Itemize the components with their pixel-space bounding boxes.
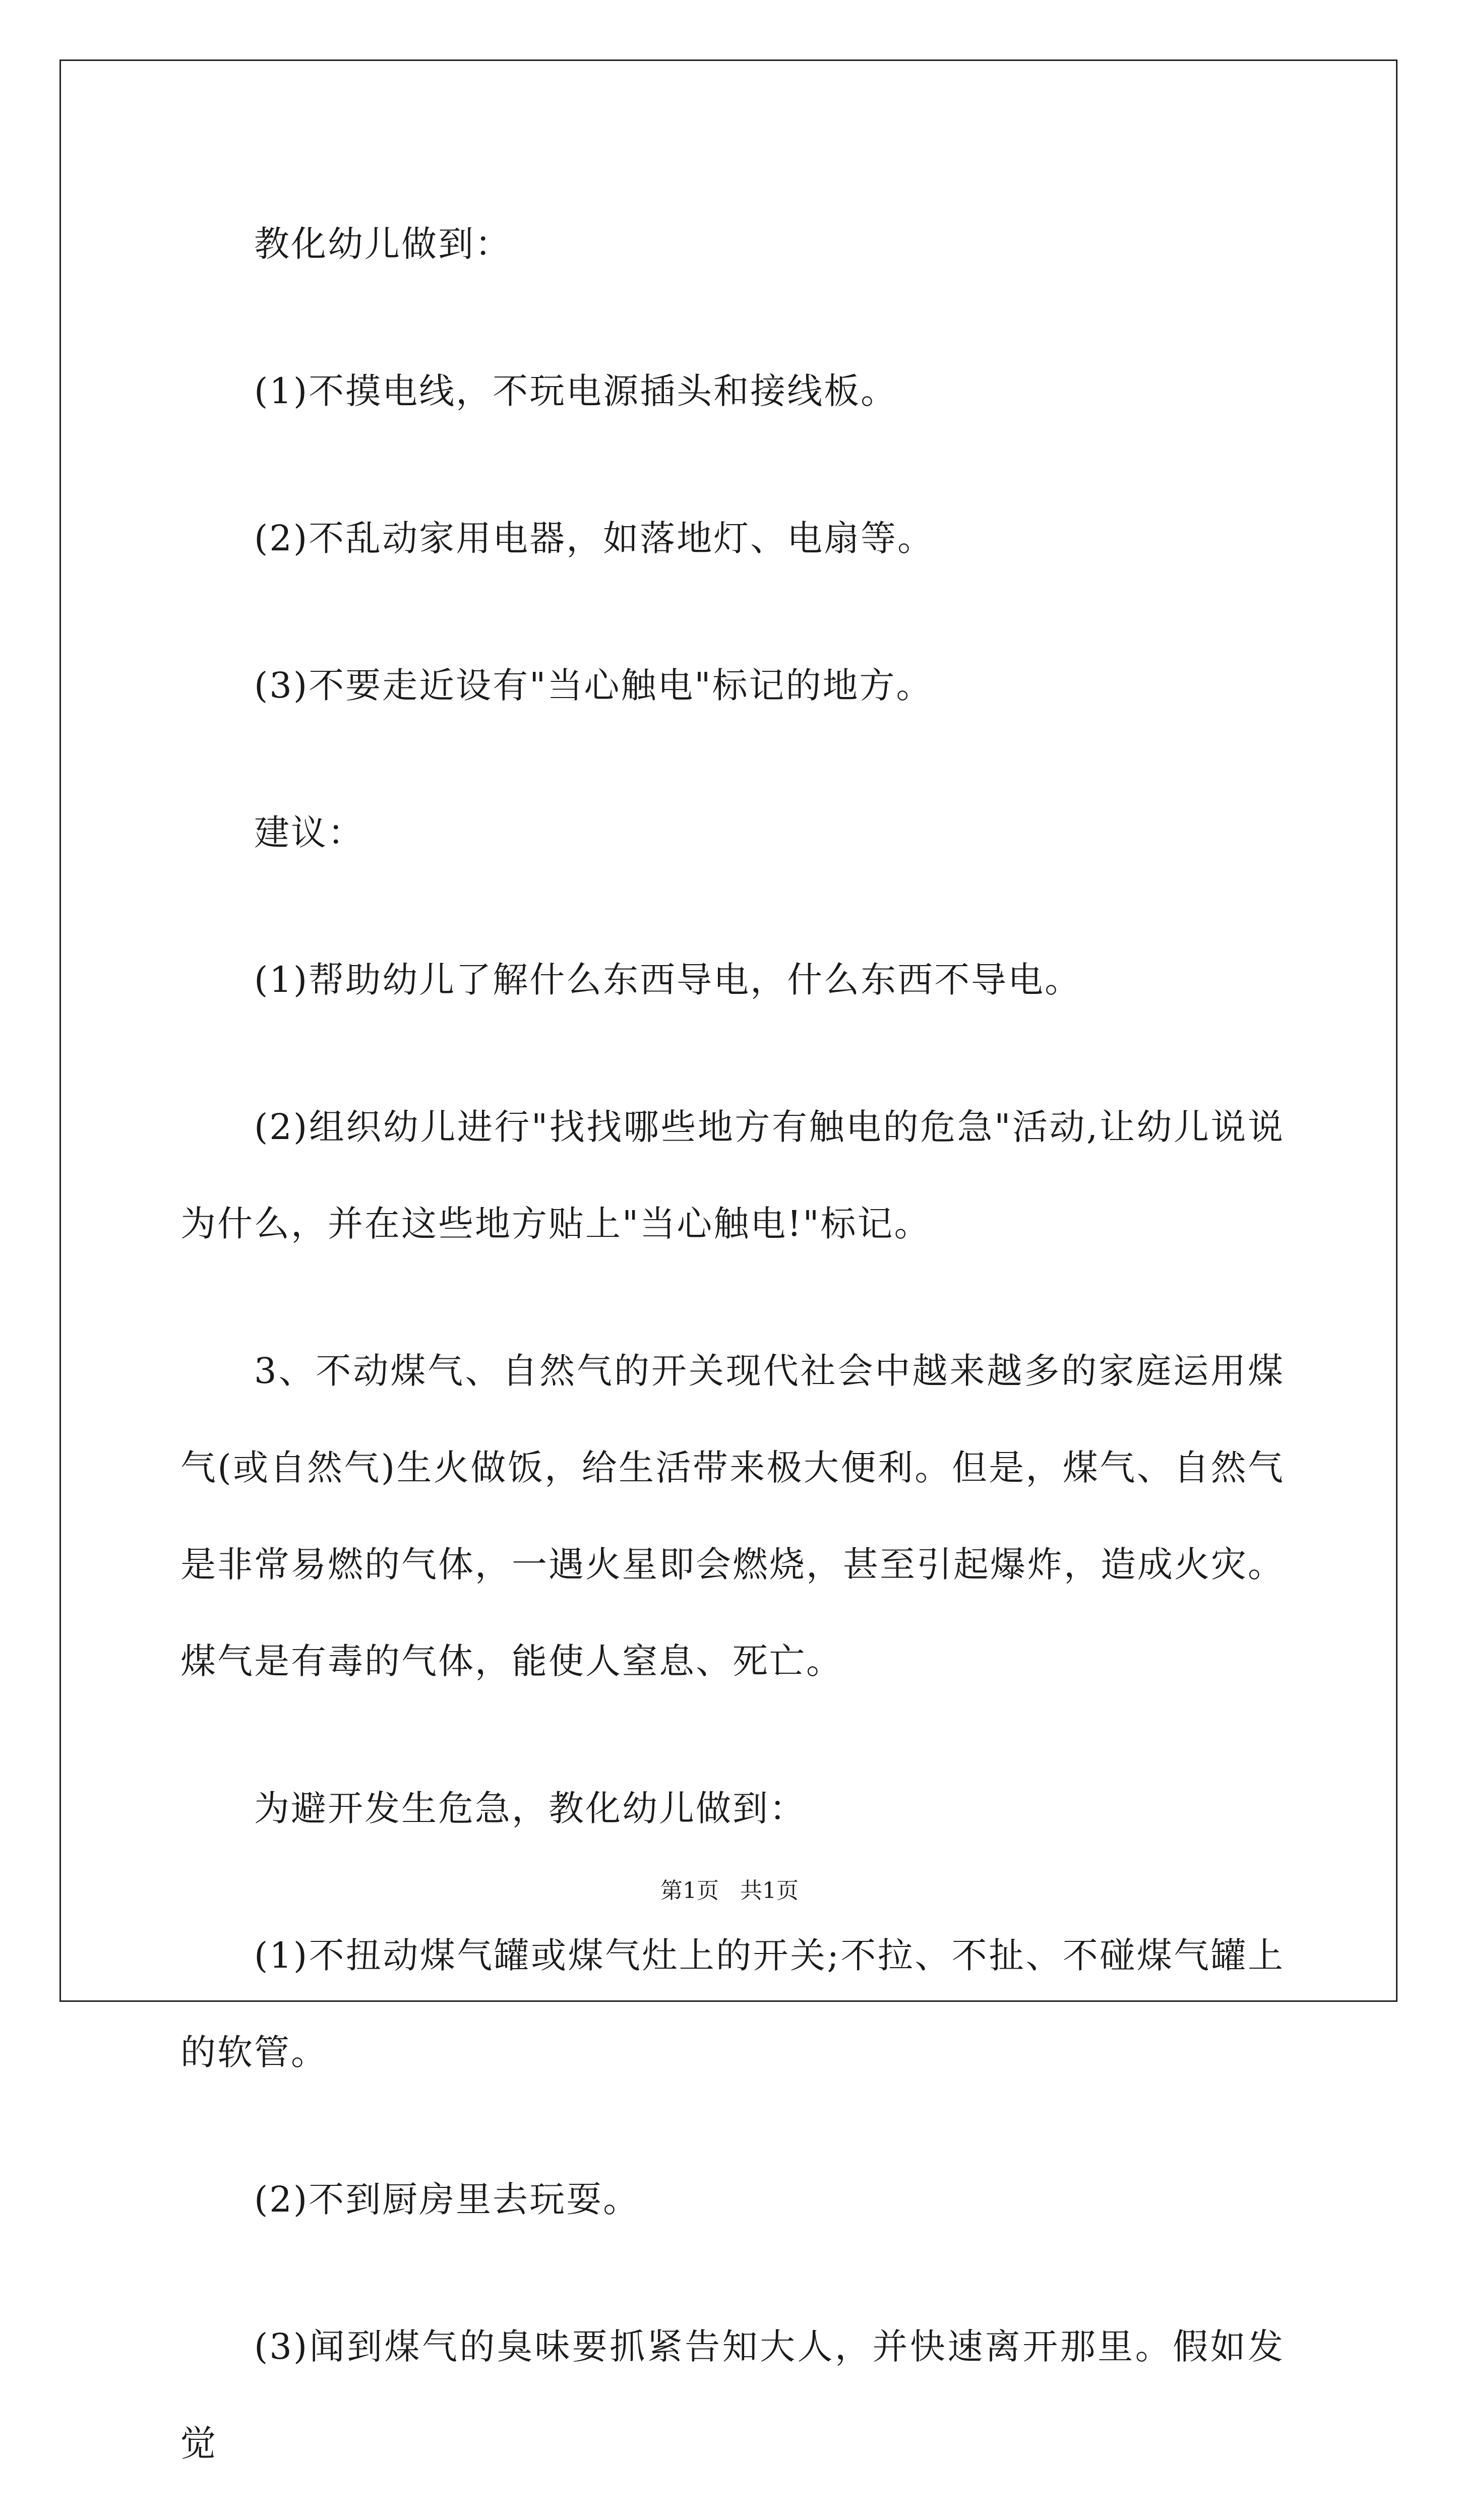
paragraph: 教化幼儿做到： xyxy=(254,223,512,265)
paragraph: (2)组织幼儿进行"找找哪些地方有触电的危急"活动,让幼儿说说为什么，并在这些地方贴上"当心触电!"标记。 xyxy=(180,1106,1285,1244)
paragraph: (2)不乱动家用电器，如落地灯、电扇等。 xyxy=(254,518,935,559)
paragraph: (2)不到厨房里去玩耍。 xyxy=(254,2179,640,2220)
paragraph: (3)闻到煤气的臭味要抓紧告知大人，并快速离开那里。假如发觉 xyxy=(180,2326,1285,2464)
paragraph: 3、不动煤气、自然气的开关现代社会中越来越多的家庭运用煤气(或自然气)生火做饭，给生活带来极大便利。但是，煤气、自然气是非常易燃的气体，一遇火星即会燃烧，甚至引起爆炸，造成火灾。煤气是有毒的气体，能使人窒息、死亡。 xyxy=(180,1350,1285,1682)
page-footer: 第1页 共1页 xyxy=(660,1878,799,1904)
paragraph: (1)不摸电线，不玩电源插头和接线板。 xyxy=(254,370,898,412)
paragraph: (3)不要走近设有"当心触电"标记的地方。 xyxy=(254,665,933,706)
paragraph: 建议： xyxy=(254,812,364,853)
document-body xyxy=(180,196,1285,2520)
paragraph: 为避开发生危急，教化幼儿做到： xyxy=(254,1788,806,1829)
paragraph: (1)不扭动煤气罐或煤气灶上的开关;不拉、不扯、不碰煤气罐上的软管。 xyxy=(180,1935,1285,2073)
paragraph: (1)帮助幼儿了解什么东西导电，什么东西不导电。 xyxy=(254,959,1082,1000)
